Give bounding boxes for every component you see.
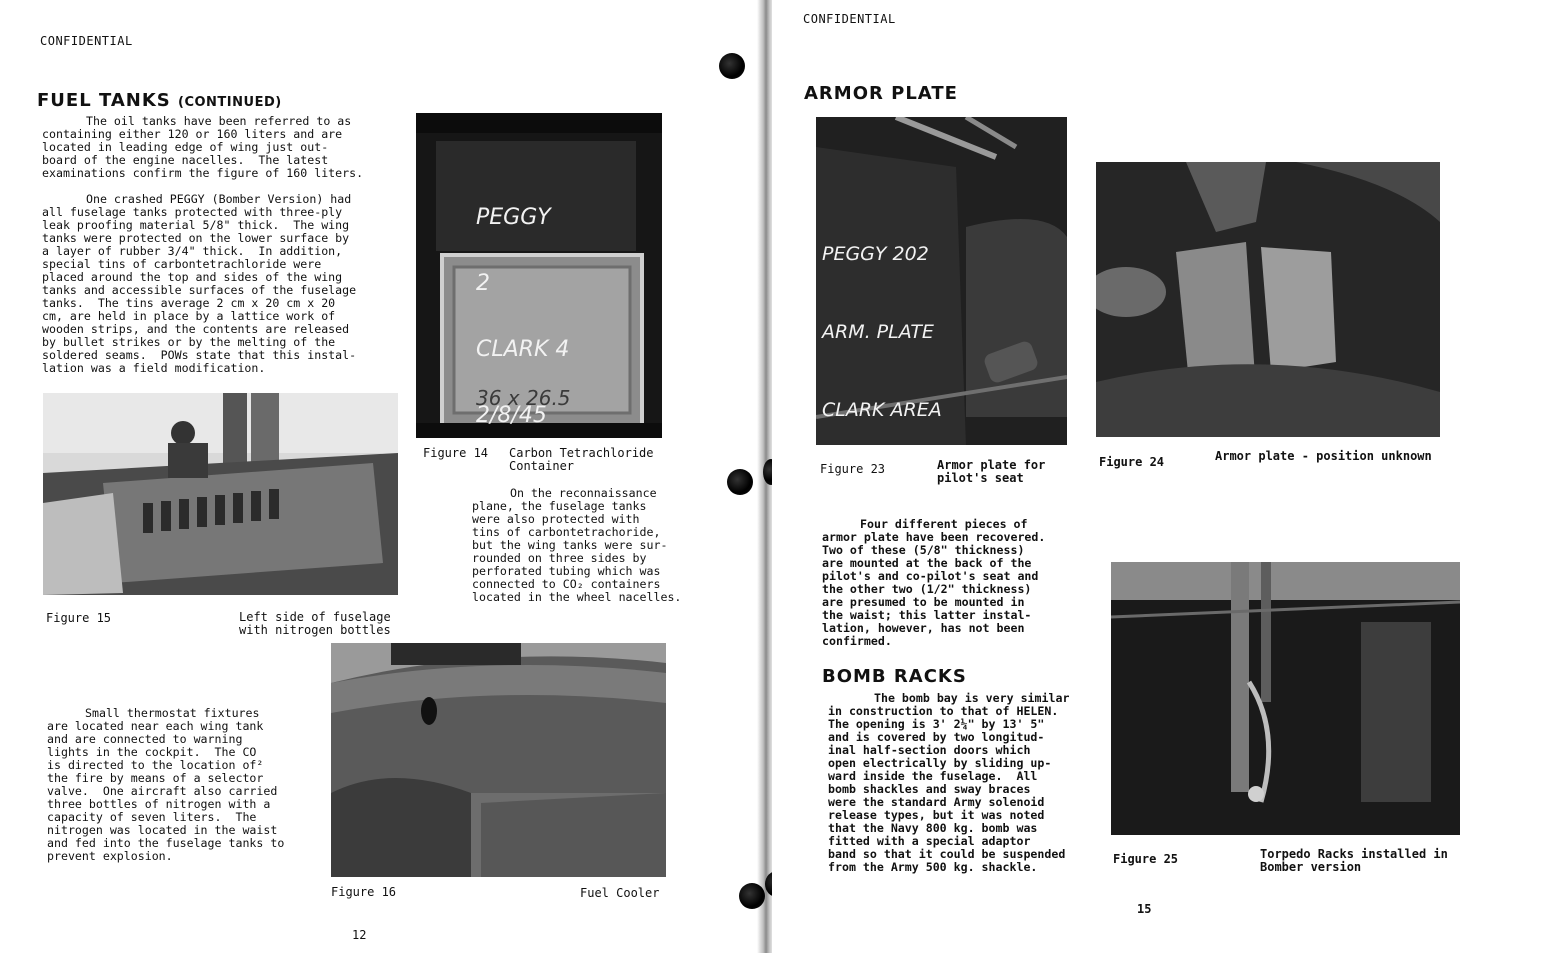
figure-14-photo xyxy=(416,113,662,438)
paragraph-line: armor plate have been recovered. xyxy=(822,530,1046,544)
figure-23-caption xyxy=(937,459,1045,485)
paragraph-line: by bullet strikes or by the melting of the xyxy=(42,335,336,349)
fig23-chalk-line: PEGGY 202 xyxy=(822,243,929,265)
figure-25-photo xyxy=(1111,562,1460,835)
punch-hole xyxy=(727,469,753,495)
fuel-tanks-heading-sub: (CONTINUED) xyxy=(178,95,282,110)
paragraph-line: soldered seams. POWs state that this instal- xyxy=(42,348,357,362)
paragraph-line: all fuselage tanks protected with three-ply xyxy=(42,205,343,219)
paragraph-line: containing either 120 or 160 liters and are xyxy=(42,127,343,141)
fig23-chalk-line: ARM. PLATE xyxy=(822,321,934,343)
paragraph-line: The opening is 3' 2¼" by 13' 5" xyxy=(828,717,1045,731)
paragraph-line: from the Army 500 kg. shackle. xyxy=(828,860,1038,874)
paragraph-line: cm, are held in place by a lattice work of xyxy=(42,309,336,323)
paragraph-line: in construction to that of HELEN. xyxy=(828,704,1059,718)
paragraph-line: capacity of seven liters. The xyxy=(47,810,257,824)
paragraph-line: and fed into the fuselage tanks to xyxy=(47,836,285,850)
fig25-caption-line: Torpedo Racks installed in xyxy=(1260,847,1448,861)
oil-tanks-paragraph xyxy=(42,115,402,180)
figure-16-label: Figure 16 xyxy=(331,885,397,899)
confidential-marking-right: CONFIDENTIAL xyxy=(803,12,896,26)
paragraph-line: placed around the top and sides of the wing xyxy=(42,270,343,284)
paragraph-line: One crashed PEGGY (Bomber Version) had xyxy=(86,192,352,206)
paragraph-line: located in leading edge of wing just out- xyxy=(42,140,329,154)
paragraph-line: rounded on three sides by xyxy=(472,551,647,565)
paragraph-line: is directed to the location of² xyxy=(47,758,264,772)
fig23-caption-line: Armor plate for xyxy=(937,458,1046,472)
fig23-caption-line: pilot's seat xyxy=(937,471,1024,485)
paragraph-line: On the reconnaissance xyxy=(510,486,657,500)
figure-16-photo xyxy=(331,643,666,877)
paragraph-line: were also protected with xyxy=(472,512,640,526)
paragraph-line: ward inside the fuselage. All xyxy=(828,769,1038,783)
figure-16-caption: Fuel Cooler xyxy=(580,886,660,900)
paragraph-line: The bomb bay is very similar xyxy=(874,691,1070,705)
paragraph-line: and are connected to warning xyxy=(47,732,243,746)
paragraph-line: special tins of carbontetrachloride were xyxy=(42,257,322,271)
paragraph-line: tins of carbontetrachoride, xyxy=(472,525,661,539)
paragraph-line: prevent explosion. xyxy=(47,849,173,863)
paragraph-line: tanks were protected on the lower surface by xyxy=(42,231,350,245)
fig14-caption-line: Carbon Tetrachloride xyxy=(509,446,654,460)
paragraph-line: wooden strips, and the contents are released xyxy=(42,322,350,336)
paragraph-line: plane, the fuselage tanks xyxy=(472,499,647,513)
paragraph-line: are presumed to be mounted in xyxy=(822,595,1025,609)
figure-23-photo xyxy=(816,117,1067,445)
recon-plane-paragraph xyxy=(472,487,742,604)
paragraph-line: leak proofing material 5/8" thick. The wing xyxy=(42,218,350,232)
paragraph-line: connected to CO₂ containers xyxy=(472,577,661,591)
paragraph-line: confirmed. xyxy=(822,634,892,648)
paragraph-line: the fire by means of a selector xyxy=(47,771,264,785)
fig14-container-line: 36 x 26.5 xyxy=(476,386,571,410)
bomb-racks-heading: BOMB RACKS xyxy=(822,666,967,687)
fig15-caption-line: with nitrogen bottles xyxy=(239,623,391,637)
paragraph-line: band so that it could be suspended xyxy=(828,847,1066,861)
paragraph-line: tanks and accessible surfaces of the fuselage xyxy=(42,283,357,297)
fig14-chalk-line: CLARK 4 xyxy=(476,337,570,362)
paragraph-line: were the standard Army solenoid xyxy=(828,795,1045,809)
paragraph-line: but the wing tanks were sur- xyxy=(472,538,668,552)
figure-25-label: Figure 25 xyxy=(1113,852,1179,866)
paragraph-line: bomb shackles and sway braces xyxy=(828,782,1031,796)
figure-15-photo xyxy=(43,393,398,595)
armor-plate-paragraph xyxy=(822,518,1112,648)
paragraph-line: fitted with a special adaptor xyxy=(828,834,1031,848)
fig14-caption-line: Container xyxy=(509,459,575,473)
paragraph-line: Two of these (5/8" thickness) xyxy=(822,543,1025,557)
fig25-caption-line: Bomber version xyxy=(1260,860,1362,874)
paragraph-line: pilot's and co-pilot's seat and xyxy=(822,569,1039,583)
fig23-chalk-line: CLARK AREA xyxy=(822,399,942,421)
paragraph-line: nitrogen was located in the waist xyxy=(47,823,278,837)
paragraph-line: located in the wheel nacelles. xyxy=(472,590,682,604)
right-page xyxy=(772,0,1544,953)
punch-hole xyxy=(719,53,745,79)
figure-14-caption xyxy=(509,447,654,473)
paragraph-line: are located near each wing tank xyxy=(47,719,264,733)
figure-23-chalk-label xyxy=(822,189,942,445)
confidential-marking-left: CONFIDENTIAL xyxy=(40,34,133,48)
paragraph-line: that the Navy 800 kg. bomb was xyxy=(828,821,1038,835)
fig14-chalk-line: 2/8/45 xyxy=(476,403,547,428)
fig15-caption-line: Left side of fuselage xyxy=(239,610,391,624)
paragraph-line: Small thermostat fixtures xyxy=(85,706,260,720)
paragraph-line: release types, but it was noted xyxy=(828,808,1045,822)
paragraph-line: three bottles of nitrogen with a xyxy=(47,797,271,811)
left-page xyxy=(0,0,760,953)
peggy-tanks-paragraph xyxy=(42,193,402,375)
paragraph-line: and is covered by two longitud- xyxy=(828,730,1045,744)
paragraph-line: examinations confirm the figure of 160 liters. xyxy=(42,166,364,180)
figure-23-label: Figure 23 xyxy=(820,462,886,476)
figure-15-caption xyxy=(239,611,391,637)
fig14-chalk-line: 2 xyxy=(476,271,490,296)
paragraph-line: perforated tubing which was xyxy=(472,564,661,578)
figure-14-container-label xyxy=(476,283,571,438)
paragraph-line: inal half-section doors which xyxy=(828,743,1031,757)
paragraph-line: tanks. The tins average 2 cm x 20 cm x 20 xyxy=(42,296,336,310)
bomb-racks-paragraph xyxy=(828,692,1128,874)
paragraph-line: a layer of rubber 3/4" thick. In addition, xyxy=(42,244,343,258)
paragraph-line: Four different pieces of xyxy=(860,517,1028,531)
paragraph-line: The oil tanks have been referred to as xyxy=(86,114,352,128)
thermostat-paragraph xyxy=(47,707,327,863)
punch-hole xyxy=(739,883,765,909)
paragraph-line: open electrically by sliding up- xyxy=(828,756,1052,770)
figure-24-photo xyxy=(1096,162,1440,437)
fuel-tanks-heading xyxy=(37,90,282,111)
figure-24-caption: Armor plate - position unknown xyxy=(1215,449,1432,463)
armor-plate-heading: ARMOR PLATE xyxy=(804,83,958,104)
paragraph-line: lation, however, has not been xyxy=(822,621,1025,635)
fig14-chalk-line: PEGGY xyxy=(476,205,551,230)
paragraph-line: lation was a field modification. xyxy=(42,361,266,375)
page-number-right: 15 xyxy=(1137,902,1152,916)
page-number-left: 12 xyxy=(352,928,367,942)
figure-24-label: Figure 24 xyxy=(1099,455,1165,469)
figure-25-caption xyxy=(1260,848,1448,874)
paragraph-line: lights in the cockpit. The CO xyxy=(47,745,257,759)
paragraph-line: the other two (1/2" thickness) xyxy=(822,582,1032,596)
paragraph-line: valve. One aircraft also carried xyxy=(47,784,278,798)
paragraph-line: the waist; this latter instal- xyxy=(822,608,1032,622)
figure-14-label: Figure 14 xyxy=(423,446,489,460)
paragraph-line: are mounted at the back of the xyxy=(822,556,1032,570)
paragraph-line: board of the engine nacelles. The latest xyxy=(42,153,329,167)
figure-15-label: Figure 15 xyxy=(46,611,112,625)
fuel-tanks-heading-main: FUEL TANKS xyxy=(37,90,171,111)
